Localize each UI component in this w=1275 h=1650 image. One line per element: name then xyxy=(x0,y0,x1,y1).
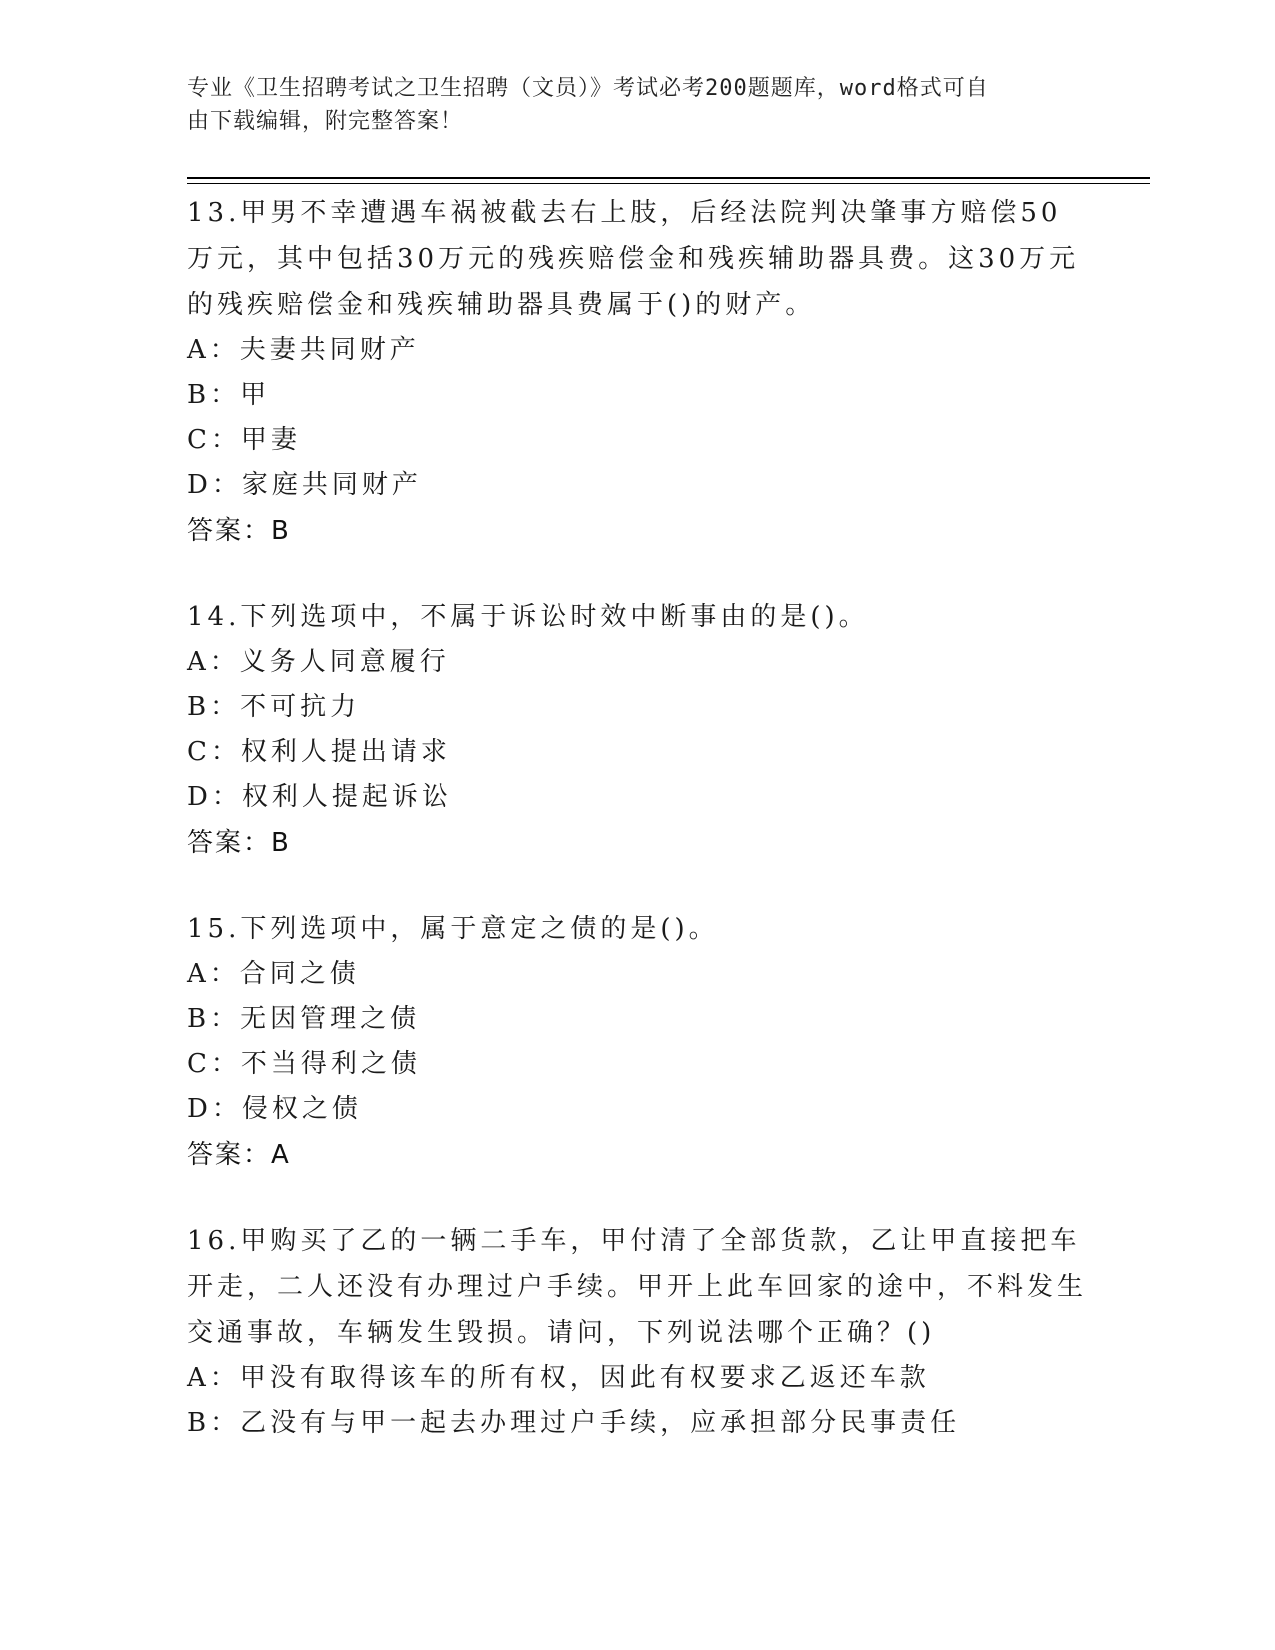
option-a: A：甲没有取得该车的所有权，因此有权要求乙返还车款 xyxy=(187,1363,930,1393)
answer-line: 答案：B xyxy=(187,828,291,858)
option-b: B：甲 xyxy=(187,380,271,410)
header-line-2: 由下载编辑，附完整答案！ xyxy=(187,109,464,134)
header-divider-thick xyxy=(187,177,1150,179)
header-divider-thin xyxy=(187,183,1150,184)
option-c: C：不当得利之债 xyxy=(187,1049,421,1079)
question-13 xyxy=(187,190,1087,554)
question-14 xyxy=(187,594,1087,866)
option-b: B：无因管理之债 xyxy=(187,1004,421,1034)
option-a: A：义务人同意履行 xyxy=(187,647,450,677)
option-b: B：不可抗力 xyxy=(187,692,361,722)
answer-line: 答案：B xyxy=(187,516,291,546)
header-line-1: 专业《卫生招聘考试之卫生招聘（文员）》考试必考200题题库，word格式可自 xyxy=(187,76,989,101)
question-text: 14.下列选项中，不属于诉讼时效中断事由的是()。 xyxy=(187,602,869,632)
question-text: 13.甲男不幸遭遇车祸被截去右上肢，后经法院判决肇事方赔偿50万元，其中包括30万元的残疾赔偿金和残疾辅助器具费。这30万元的残疾赔偿金和残疾辅助器具费属于()的财产。 xyxy=(187,198,1080,320)
question-15 xyxy=(187,906,1087,1178)
option-d: D：侵权之债 xyxy=(187,1094,362,1124)
option-b: B：乙没有与甲一起去办理过户手续，应承担部分民事责任 xyxy=(187,1408,961,1438)
question-text: 15.下列选项中，属于意定之债的是()。 xyxy=(187,914,719,944)
option-a: A：夫妻共同财产 xyxy=(187,335,420,365)
question-16 xyxy=(187,1218,1087,1446)
answer-line: 答案：A xyxy=(187,1140,291,1170)
document-header xyxy=(187,72,1067,138)
question-list xyxy=(187,190,1087,1486)
question-text: 16.甲购买了乙的一辆二手车，甲付清了全部货款，乙让甲直接把车开走，二人还没有办理过户手续。甲开上此车回家的途中，不料发生交通事故，车辆发生毁损。请问，下列说法哪个正确？() xyxy=(187,1226,1088,1348)
option-c: C：甲妻 xyxy=(187,425,301,455)
option-a: A：合同之债 xyxy=(187,959,360,989)
option-c: C：权利人提出请求 xyxy=(187,737,451,767)
option-d: D：权利人提起诉讼 xyxy=(187,782,452,812)
option-d: D：家庭共同财产 xyxy=(187,470,422,500)
